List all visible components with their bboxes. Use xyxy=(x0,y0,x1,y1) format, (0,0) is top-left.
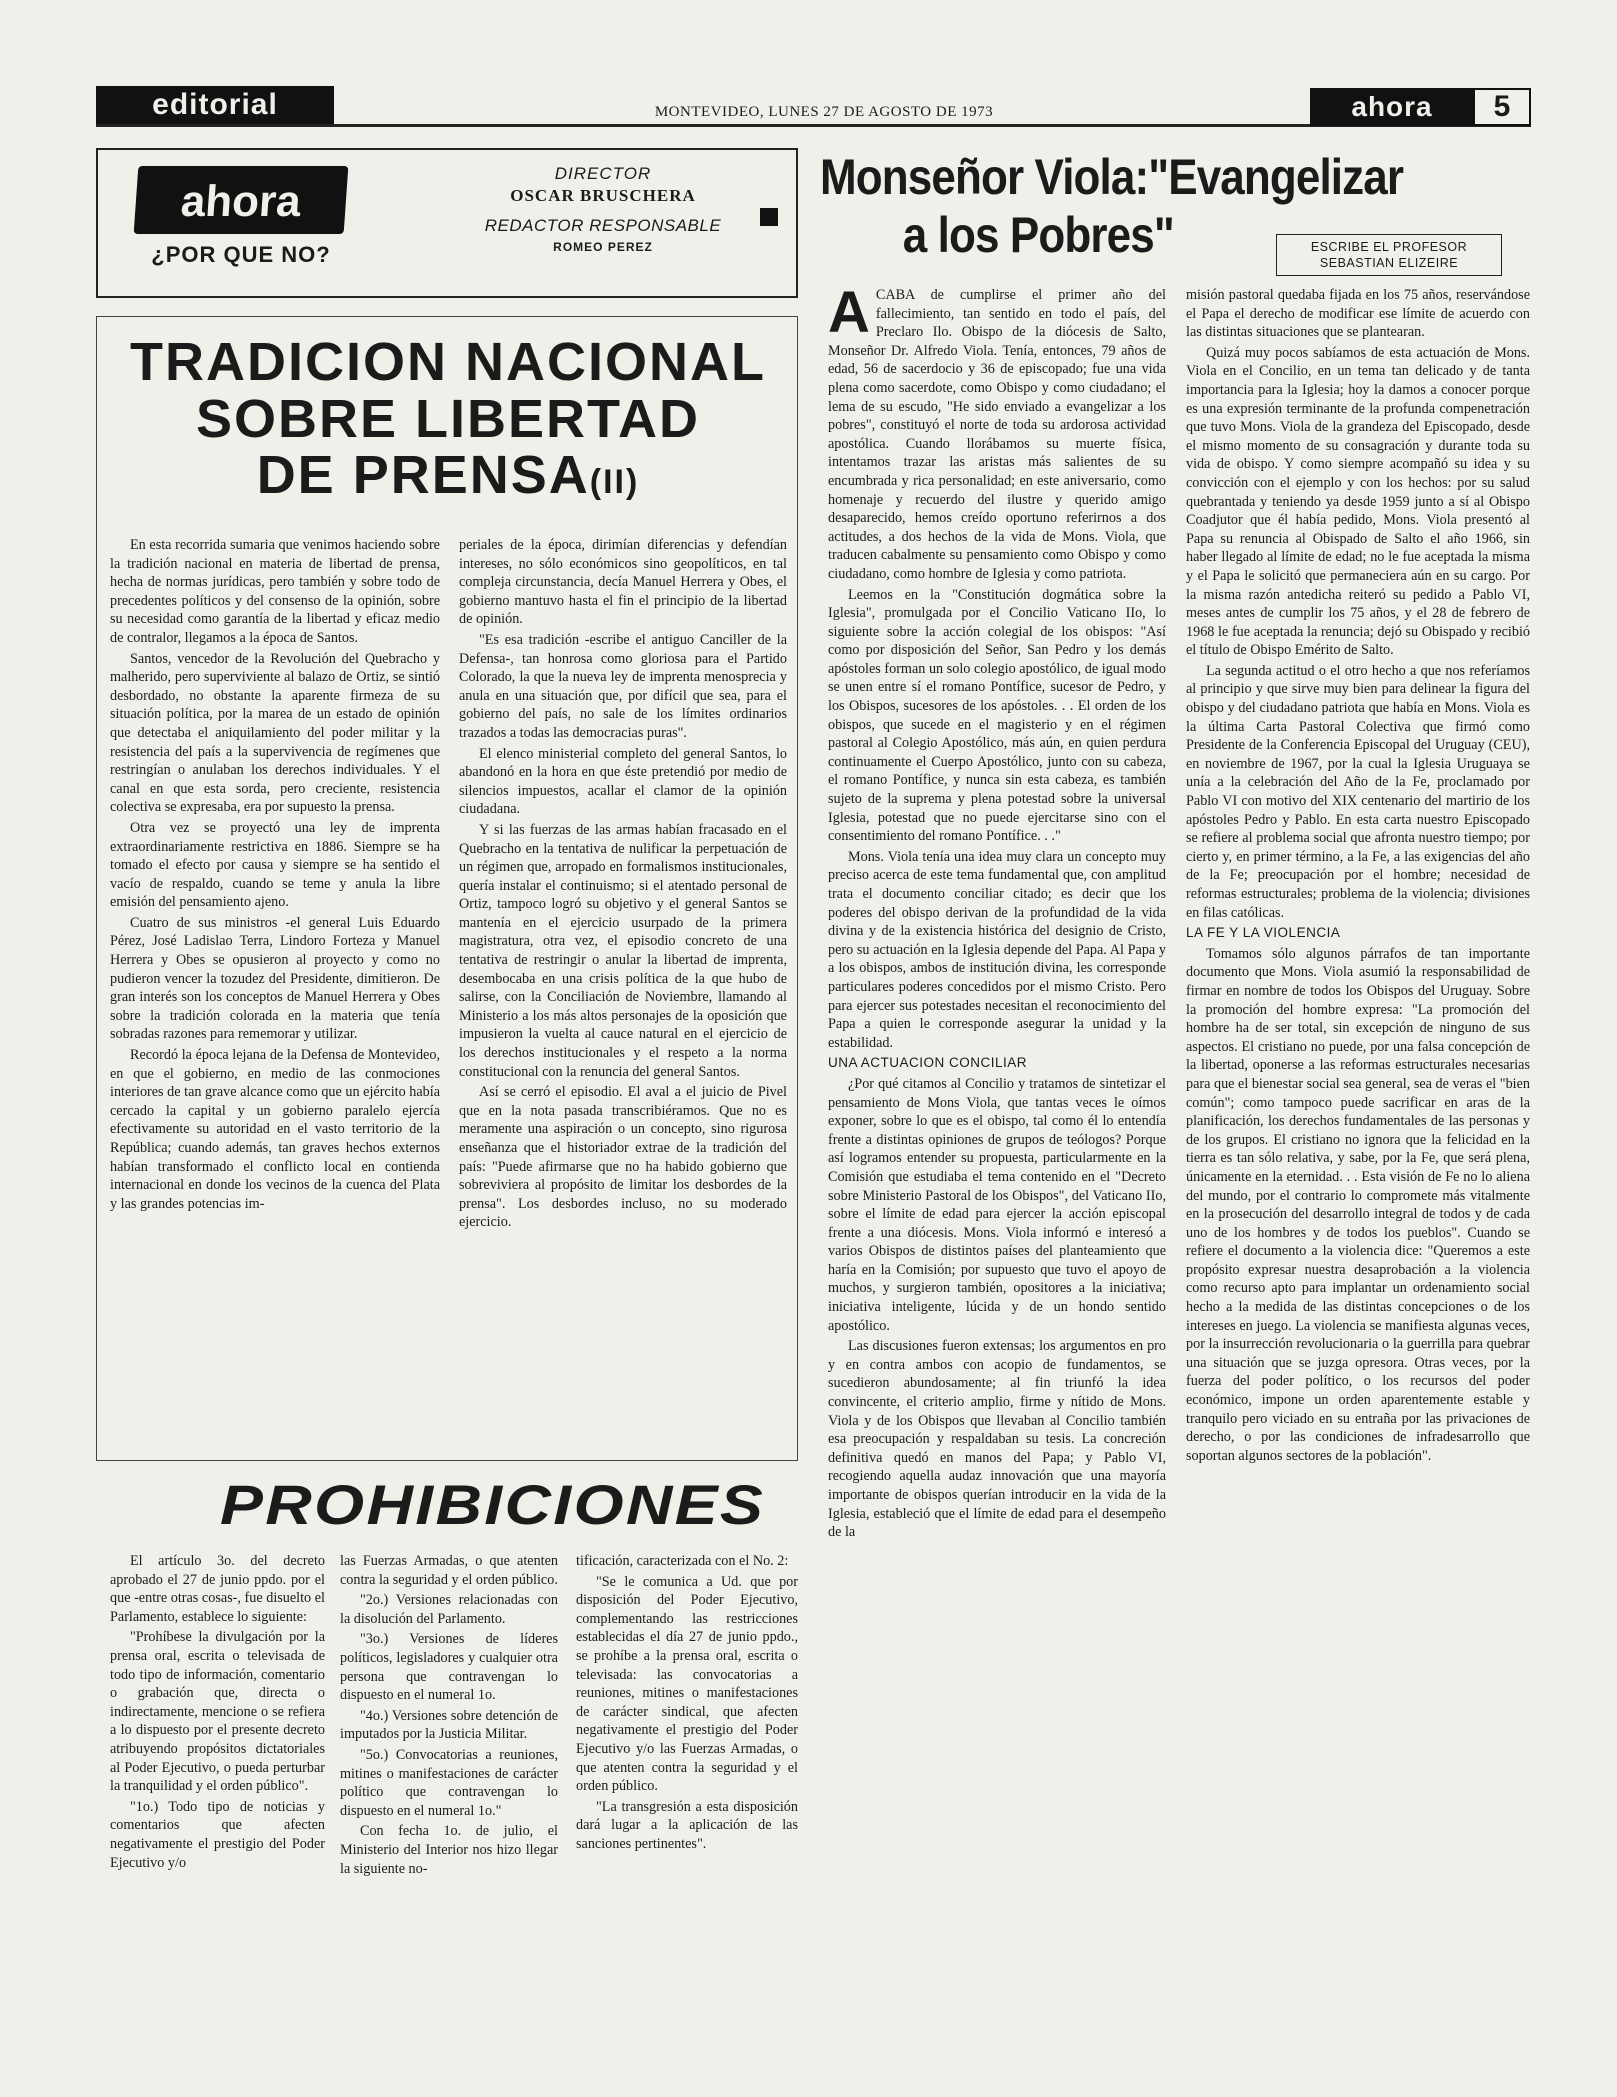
paragraph: El artículo 3o. del decreto aprobado el 27 de junio ppdo. por el que -entre otras cosas-, fue disuelto el Parlamento, establece lo siguiente: xyxy=(110,1553,325,1625)
paragraph: las Fuerzas Armadas, o que atenten contra la seguridad y el orden público. xyxy=(340,1553,558,1588)
square-marker xyxy=(760,208,778,226)
paragraph: "Se le comunica a Ud. que por disposición del Poder Ejecutivo, complementando las restricciones establecidas el día 27 de junio ppdo., se prohíbe a la prensa oral, escrita o televisada: las convocatorias a reuniones, mitines o manifestaciones de carácter sindical, que afecten negativamente el prestigio del Poder Ejecutivo y/o las Fuerzas Armadas, o que atenten contra la seguridad y el orden público. xyxy=(576,1573,798,1795)
paragraph: ¿Por qué citamos al Concilio y tratamos de sintetizar el pensamiento de Mons Viola, que tantas veces le oímos exponer, sobre lo que es el obispo, tal como él lo entendía frente a distintas opiniones de grupos de teólogos? Porque así logramos entender su propuesta, particularmente en la Comisión que estudiaba el tema contenido en el "Decreto sobre Ministerio Pastoral de los Obispos", del Vaticano IIo, sobre el límite de edad para ejercer la acción episcopal frente a una diócesis. Mons. Viola informó e interesó a varios Obispos de distintos países del planteamiento que haría en la Comisión; por supuesto que tuvo el apoyo de muchos, y surgieron también, opositores a la iniciativa; iniciativa inteligente, lúcida y de un hondo sentido apostólico. xyxy=(828,1075,1166,1334)
byline xyxy=(1276,234,1502,276)
prohibiciones-title: PROHIBICIONES xyxy=(220,1473,766,1536)
paragraph: "Es esa tradición -escribe el antiguo Canciller de la Defensa-, tan honrosa como gloriosa para el Partido Colorado, la que la nueva ley de imprenta menosprecia y anula en una situación que, por difícil que sea, para el gobierno del país, no sale de los límites ordinarios trazados a todas las democracias puras". xyxy=(459,631,787,741)
prohibiciones-column-3 xyxy=(576,1552,798,2052)
title-line-1: TRADICION NACIONAL xyxy=(130,332,766,392)
viola-title-line-2: a los Pobres" xyxy=(902,207,1174,263)
paragraph: En esta recorrida sumaria que venimos haciendo sobre la tradición nacional en materia de libertad de prensa, hecha de normas jurídicas, pero también y sobre todo de precedentes políticos y del consenso de la opinión, sobre su necesidad como garantía de la libertad y eficaz medio de contralor, llegamos a la época de Santos. xyxy=(110,537,440,646)
section-badge-editorial: editorial xyxy=(96,86,334,124)
paragraph: Otra vez se proyectó una ley de imprenta extraordinariamente restrictiva en 1886. Siempre se ha tomado el efecto por causa y siempre se ha sentido el vacío de respaldo, cuando se teme y anula la libre emisión del pensamiento ajeno. xyxy=(110,819,440,911)
director-label: DIRECTOR xyxy=(554,164,652,183)
prohibiciones-column-2 xyxy=(340,1552,558,2052)
subheading: UNA ACTUACION CONCILIAR xyxy=(828,1055,1028,1071)
paragraph: "2o.) Versiones relacionadas con la disolución del Parlamento. xyxy=(340,1592,558,1627)
paragraph: "1o.) Todo tipo de noticias y comentarios que afecten negativamente el prestigio del Poder Ejecutivo y/o xyxy=(110,1798,325,1871)
dateline: MONTEVIDEO, LUNES 27 DE AGOSTO DE 1973 xyxy=(654,104,994,120)
lead-text: CABA de cumplirse el primer año del fallecimiento, tan sentido en todo el país, del Preclaro Ilo. Obispo de la diócesis de Salto, Monseñor Dr. Alfredo Viola. Tenía, entonces, 79 años de edad, 56 de sacerdocio y 36 de episcopado; fue una vida plena como sacerdote, como Obispo y como ciudadano; el lema de su escudo, "He sido enviado a evangelizar a los pobres", constituyó el norte de toda su ardorosa actividad apostólica. Cuando llorábamos su muerte física, intentamos trazar las aristas más salientes de su encumbrada y rica personalidad; en este aniversario, como homenaje y recuerdo del ilustre y querido amigo desaparecido, hemos creído oportuno referirnos a dos actitudes, a dos hechos de la vida de Mons. Viola, que traducen cabalmente su pensamiento como Obispo y como ciudadano, como hombre de Iglesia y como patriota. xyxy=(828,287,1166,582)
director-name: OSCAR BRUSCHERA xyxy=(510,186,696,205)
redactor-label: REDACTOR RESPONSABLE xyxy=(484,216,722,235)
viola-column-2 xyxy=(1186,286,1530,2066)
editorial-title xyxy=(110,334,786,504)
paragraph: "La transgresión a esta disposición dará lugar a la aplicación de las sanciones pertinentes". xyxy=(576,1798,798,1852)
drop-cap: A xyxy=(828,286,870,345)
paragraph: Y si las fuerzas de las armas habían fracasado en el Quebracho en la tentativa de nulificar la perpetuación de un régimen que, arropado en formalismos institucionales, quería instalar el continuismo; si el atentado personal de Ortiz, tampoco logró su objetivo y el general Santos se mantenía en el ejercicio usurpado de la primera magistratura, otra vez, el episodio concreto de una tentativa de restringir o anular la libertad de imprenta, desembocaba en una crisis política de la que hubo de salirse, con la Conciliación de Noviembre, llamando al Ministerio a los más altos personajes de la oposición que impusieron la vuelta al cauce natural en el ejercicio de los derechos institucionales y el respeto a la norma constitucional con la renuncia del general Santos. xyxy=(459,821,787,1080)
paragraph: Quizá muy pocos sabíamos de esta actuación de Mons. Viola en el Concilio, en un tema tan delicado y de tanta importancia para la Iglesia; hoy la damos a conocer porque es una expresión terminante de la profunda compenetración que tuvo Mons. Viola de la grandeza del Episcopado, desde el mismo momento de su consagración y durante toda su vida de obispo. Y como siempre acompañó su idea y su convicción con el ejemplo y con los hechos: por su salud quebrantada y teniendo ya desde 1959 junto a sí al Obispo Coadjutor que él había pedido, Mons. Viola presentó al Papa su renuncia al Obispado de Salto el año 1966, sin haber llegado al límite de edad; no le fue aceptada la misma y el Papa le solicitó que permaneciera aún en su cargo. Por la misma razón antedicha reiteró su pedido a Pablo VI, meses antes de cumplir los 75 años, y el 28 de febrero de 1968 le fue aceptada la renuncia; dejó su Obispado y recibió el título de Obispo Emérito de Salto. xyxy=(1186,344,1530,659)
title-part: (II) xyxy=(589,463,640,502)
lead-paragraph xyxy=(828,286,1166,584)
paragraph: "5o.) Convocatorias a reuniones, mitines o manifestaciones de carácter político que contravengan lo dispuesto en el numeral 1o." xyxy=(340,1746,558,1819)
slogan: ¿POR QUE NO? xyxy=(151,242,331,267)
staff-box xyxy=(438,164,768,254)
paragraph: "Prohíbese la divulgación por la prensa oral, escrita o televisada de todo tipo de información, comentario o grabación que, directa o indirectamente, mencione o se refiera a lo dispuesto por el presente decreto atribuyendo propósitos dictatoriales al Poder Ejecutivo, o pueda perturbar la tranquilidad y el orden público". xyxy=(110,1629,325,1795)
paragraph: El elenco ministerial completo del general Santos, lo abandonó en la hora en que éste pretendió por medio de silencios impuestos, acallar el clamor de la opinión ciudadana. xyxy=(459,745,787,818)
redactor-name: ROMEO PEREZ xyxy=(553,240,653,254)
paragraph: Tomamos sólo algunos párrafos de tan importante documento que Mons. Viola asumió la responsabilidad de firmar en nombre de todos los Obispos del Uruguay. Sobre la promoción del hombre expresa: "La promoción del hombre ha de ser total, sin excepción de ninguno de sus aspectos. El cristiano no puede, por una falsa concepción de la libertad, oponerse a las reformas estructurales necesarias para que el bienestar social sea general, sea de veras el "bien común"; como tampoco puede sacrificar en aras de la planificación, los derechos fundamentales de las personas y de los grupos. El cristiano no ignora que la felicidad en la tierra es tan sólo relativa, y sabe, por la Fe, que será plena, únicamente en la eternidad. . . Esta visión de Fe no lo aliena del mundo, por el contrario lo compromete más vitalmente en la prosecución del desarrollo integral de todos y de cada uno de los hombres y de todos los pueblos". Cuando se refiere el documento a la violencia dice: "Queremos a este propósito expresar nuestra desaprobación a la violencia como recurso apto para implantar un ordenamiento social hecho a la medida de las distintas concepciones o de los intereses en juego. La violencia se manifiesta algunas veces, por la insurrección revolucionaria o la guerrilla para quebrar una situación que se juzga opresora. Otras veces, por la fuerza del poder político, o los recursos del poder económico, impone un orden aparentemente estable y tranquilo pero viciado en su entraña por las privaciones de derecho, o por las condiciones de infradesarrollo que soportan algunos sectores de la población". xyxy=(1186,945,1530,1464)
paragraph: tificación, caracterizada con el No. 2: xyxy=(576,1553,789,1569)
title-line-3: DE PRENSA xyxy=(256,445,590,506)
subheading: LA FE Y LA VIOLENCIA xyxy=(1186,925,1341,941)
paragraph: Así se cerró el episodio. El aval a el juicio de Pivel que en la nota pasada transcribiéramos. Que no es meramente una aspiración o un concepto, sino rigurosa enseñanza que el historiador extrae de la tradición del país: "Puede afirmarse que no ha habido gobierno que sobreviviera al propósito de limitar los desbordes de la prensa". Los desbordes incluso, no su moderado ejercicio. xyxy=(459,1084,787,1231)
brand-logo: ahora xyxy=(1312,90,1472,124)
paragraph: Recordó la época lejana de la Defensa de Montevideo, en que el gobierno, en medio de las conmociones interiores de tan grave alcance como que un ejército había cercado la capital y un gobierno paralelo ejercía efectivamente su autoridad en el vasto territorio de la República; cuando además, tan graves hechos externos habían transformado el conflicto local en contienda internacional en donde los vecinos de la cuenca del Plata y las grandes potencias im- xyxy=(110,1047,440,1212)
ahora-logo: ahora xyxy=(134,166,349,234)
editorial-column-1 xyxy=(110,536,440,1448)
paragraph: misión pastoral quedaba fijada en los 75 años, reservándose el Papa el derecho de modificar ese límite de acuerdo con las distintas situaciones que se plantearan. xyxy=(1186,287,1530,341)
paragraph: Mons. Viola tenía una idea muy clara un concepto muy preciso acerca de este tema fundamental que, con amplitud trata el documento conciliar citado; es decir que los poderes del obispo derivan de la profundidad de la vida divina y de la existencia histórica del designio de Cristo, pero su actuación en la Iglesia depende del Papa. Al Papa y a los obispos, ambos de institución divina, les corresponde particulares poderes concedidos por el mismo Cristo. Pero para ejercer sus potestades necesitan el reconocimiento del Papa a quien le corresponde asegurar la unidad y la estabilidad. xyxy=(828,848,1166,1051)
editorial-column-2 xyxy=(459,536,787,1448)
masthead xyxy=(96,148,798,298)
viola-column-1 xyxy=(828,286,1166,2066)
title-line-2: SOBRE LIBERTAD xyxy=(195,388,700,449)
paragraph: periales de la época, dirimían diferencias y defendían intereses, no sólo económicos sino geopolíticos, en tal compleja circunstancia, decía Manuel Herrera y Obes, el gobierno mantuvo hasta el fin el principio de la libertad de opinión. xyxy=(459,537,787,628)
byline-line-1: ESCRIBE EL PROFESOR xyxy=(1310,240,1468,254)
paragraph: Cuatro de sus ministros -el general Luis Eduardo Pérez, José Ladislao Terra, Lindoro Forteza y Manuel Herrera y Obes se opusieron al proyecto y como no pudieron vencer la tozudez del Presidente, dimitieron. De gran interés son los conceptos de Manuel Herrera y Obes sobre la tradición colorada en la materia que tenía sobradas razones para rememorar y utilizar. xyxy=(110,914,440,1043)
paragraph: Santos, vencedor de la Revolución del Quebracho y malherido, pero superviviente al balazo de Ortiz, se sintió desbordado, no obstante la aparente firmeza de su situación política, por la marea de un estado de opinión que detectaba el aniquilamiento del poder militar y la resistencia del país a la supervivencia de regímenes que restringían o anulaban los derechos individuales. Y el canal en que esta sorda, pero creciente, resistencia colectiva se expresaba, era por supuesto la prensa. xyxy=(110,650,440,816)
prohibiciones-column-1 xyxy=(110,1552,325,2052)
paragraph: Leemos en la "Constitución dogmática sobre la Iglesia", promulgada por el Concilio Vaticano IIo, lo siguiente sobre la acción colegial de los obispos: "Así como por disposición del Señor, San Pedro y los demás apóstoles forman un solo colegio apostólico, de igual modo se unen entre sí el romano Pontífice, sucesor de Pedro, y los Obispos, sucesores de los apóstoles. . . El orden de los obispos, que sucede en el magisterio y en el régimen pastoral al Colegio Apostólico, más aún, en quien perdura continuamente el Cuerpo Apostólico, junto con su cabeza, el romano Pontífice, y nunca sin esta cabeza, es también sujeto de la suprema y plena potestad sobre la universal Iglesia, potestad que no puede ejercitarse sino con el consentimiento del romano Pontífice. . ." xyxy=(828,586,1166,845)
page-number: 5 xyxy=(1472,90,1529,124)
paragraph: Las discusiones fueron extensas; los argumentos en pro y en contra ambos con acopio de fundamentos, se sucedieron abundosamente; al fin triunfó la idea convincente, el criterio amplio, firme y nítido de Mons. Viola y de los Obispos que llevaban al Concilio también esa preocupación y respaldaban su tesis. La concreción definitiva quedó en manos del Papa; y Pablo VI, recogiendo aquella audaz innovación que una mayoría importante de obispos querían introducir en la vida de la Iglesia, estableció que el límite de edad para el desempeño de la xyxy=(828,1338,1166,1541)
paragraph: Con fecha 1o. de julio, el Ministerio del Interior nos hizo llegar la siguiente no- xyxy=(340,1823,558,1877)
masthead-logo xyxy=(136,166,346,268)
viola-title-line-1: Monseñor Viola:"Evangelizar xyxy=(820,149,1404,205)
paragraph: "3o.) Versiones de líderes políticos, legisladores y cualquier otra persona que contravengan lo dispuesto en el numeral 1o. xyxy=(340,1631,558,1704)
paragraph: "4o.) Versiones sobre detención de imputados por la Justicia Militar. xyxy=(340,1707,558,1743)
byline-line-2: SEBASTIAN ELIZEIRE xyxy=(1319,256,1459,270)
brand-badge xyxy=(1310,88,1531,126)
paragraph: La segunda actitud o el otro hecho a que nos referíamos al principio y que sirve muy bien para delinear la figura del obispo y del ciudadano patriota que había en Mons. Viola es la última Carta Pastoral Colectiva que firmó como Presidente de la Conferencia Episcopal del Uruguay (CEU), en noviembre de 1967, por la cual la Iglesia Uruguaya se unía a la celebración del Año de la Fe, proclamado por Pablo VI con motivo del XIX centenario del martirio de los apóstoles Pedro y Pablo. En esta carta nuestro Episcopado se refiere al problema social que afronta nuestro tiempo; por cierto y, en primer término, a la Fe, a las exigencias del año de la Fe; preocupación por el hombre; necesidad de reformas estructurales; problema de la violencia; divisiones en filas católicas. xyxy=(1186,662,1530,921)
